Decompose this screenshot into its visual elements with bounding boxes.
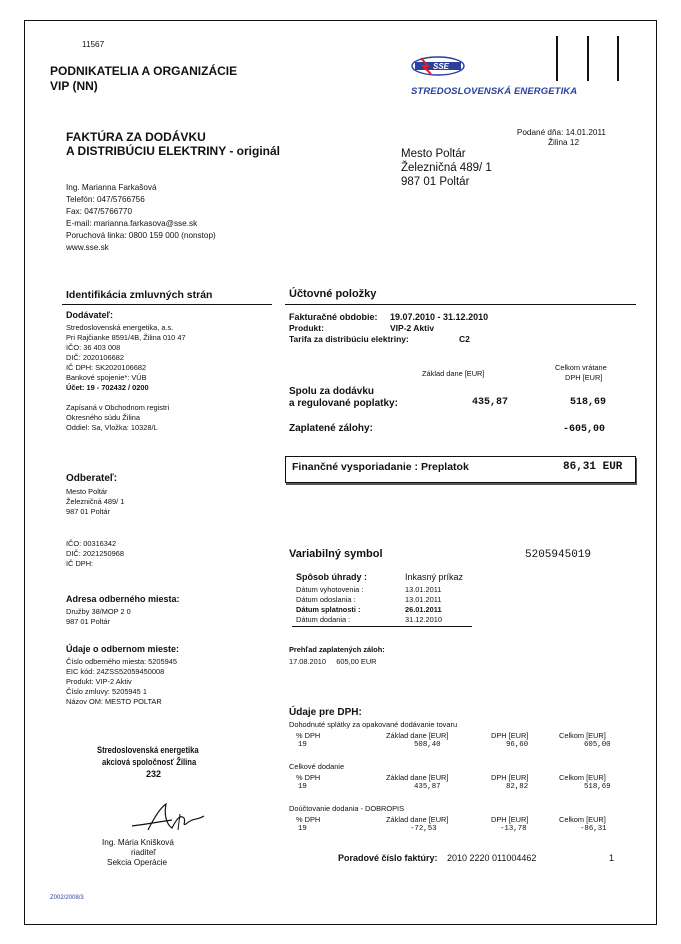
document-code: 11567 bbox=[82, 40, 105, 49]
due-date-label: Dátum splatnosti : bbox=[296, 605, 361, 614]
vat-header-base: Základ dane [EUR] bbox=[386, 773, 449, 782]
vat-base: -72,53 bbox=[410, 825, 437, 833]
supplier-ico: IČO: 36 403 008 bbox=[66, 343, 121, 352]
vat-rate: 19 bbox=[298, 783, 307, 791]
vat-amount: 82,82 bbox=[506, 783, 529, 791]
vat-base: 435,87 bbox=[414, 783, 441, 791]
stamp-line3: 232 bbox=[146, 769, 162, 779]
issue-date-value: 13.01.2011 bbox=[405, 585, 442, 594]
paid-advances-label: Zaplatené zálohy: bbox=[289, 423, 373, 434]
payment-method-label: Spôsob úhrady : bbox=[296, 572, 368, 582]
recipient-street: Železničná 489/ 1 bbox=[401, 162, 492, 174]
customer-name: Mesto Poltár bbox=[66, 487, 108, 496]
customer-segment-line2: VIP (NN) bbox=[50, 79, 98, 93]
tariff-label: Tarifa za distribúciu elektriny: bbox=[289, 334, 409, 344]
customer-icdph: IČ DPH: bbox=[66, 559, 94, 568]
stamp-line1: Stredoslovenská energetika bbox=[97, 745, 199, 755]
delivery-point-number: Číslo odberného miesta: 5205945 bbox=[66, 657, 177, 666]
barcode-mark bbox=[587, 36, 589, 81]
sum-total-value: 518,69 bbox=[570, 397, 607, 408]
invoice-number-label: Poradové číslo faktúry: bbox=[338, 853, 438, 863]
customer-label: Odberateľ: bbox=[66, 473, 118, 484]
supplier-icdph: IČ DPH: SK2020106682 bbox=[66, 363, 147, 372]
barcode-mark bbox=[617, 36, 619, 81]
invoice-title-line2: A DISTRIBÚCIU ELEKTRINY - originál bbox=[66, 144, 281, 158]
page-number: 1 bbox=[609, 853, 615, 863]
company-name: STREDOSLOVENSKÁ ENERGETIKA bbox=[411, 86, 578, 97]
vat-header-base: Základ dane [EUR] bbox=[386, 815, 449, 824]
vat-header-base: Základ dane [EUR] bbox=[386, 731, 449, 740]
stamp-line2: akciová spoločnosť Žilina bbox=[102, 757, 197, 767]
product-value: VIP-2 Aktiv bbox=[390, 323, 435, 333]
vat-header-rate: % DPH bbox=[296, 815, 321, 824]
customer-dic: DIČ: 2021250968 bbox=[66, 549, 124, 558]
payment-method-value: Inkasný príkaz bbox=[405, 572, 464, 582]
tariff-value: C2 bbox=[459, 334, 470, 344]
eic-code: EIC kód: 24ZSS52059450008 bbox=[66, 667, 165, 676]
sse-logo-icon bbox=[411, 56, 465, 76]
signer-role: riaditeľ bbox=[131, 848, 156, 857]
posting-date: Podané dňa: 14.01.2011 bbox=[516, 128, 606, 137]
contact-fax: Fax: 047/5766770 bbox=[66, 207, 133, 216]
settlement-label: Finančné vysporiadanie : Preplatok bbox=[292, 461, 469, 473]
vat-subsection-agreed: Dohodnuté splátky za opakované dodávanie tovaru bbox=[289, 720, 458, 729]
delivery-date-value: 31.12.2010 bbox=[405, 615, 442, 624]
vat-rate: 19 bbox=[298, 825, 307, 833]
sent-date-value: 13.01.2011 bbox=[405, 595, 442, 604]
vat-amount: 96,60 bbox=[506, 741, 529, 749]
svg-text:SSE: SSE bbox=[433, 62, 450, 71]
barcode-mark bbox=[556, 36, 558, 81]
contact-person: Ing. Marianna Farkašová bbox=[66, 183, 157, 192]
settlement-value: 86,31 EUR bbox=[563, 461, 623, 473]
vat-total: 518,69 bbox=[584, 783, 611, 791]
parties-section-title: Identifikácia zmluvných strán bbox=[66, 289, 213, 301]
invoice-title-line1: FAKTÚRA ZA DODÁVKU bbox=[66, 130, 206, 144]
delivery-city: 987 01 Poltár bbox=[66, 617, 110, 626]
delivery-date-label: Dátum dodania : bbox=[296, 615, 351, 624]
divider bbox=[285, 304, 636, 305]
contract-number: Číslo zmluvy: 5205945 1 bbox=[66, 687, 147, 696]
vat-header-rate: % DPH bbox=[296, 731, 321, 740]
billing-period-label: Fakturačné obdobie: bbox=[289, 312, 378, 322]
column-total-header-line2: DPH [EUR] bbox=[565, 373, 603, 382]
om-name: Názov OM: MESTO POLTAR bbox=[66, 697, 162, 706]
vat-title: Údaje pre DPH: bbox=[289, 707, 362, 718]
vat-header-rate: % DPH bbox=[296, 773, 321, 782]
sent-date-label: Dátum odoslania : bbox=[296, 595, 356, 604]
vat-base: 508,40 bbox=[414, 741, 441, 749]
contact-email: E-mail: marianna.farkasova@sse.sk bbox=[66, 219, 198, 228]
vat-header-total: Celkom [EUR] bbox=[559, 731, 606, 740]
vat-total: 605,00 bbox=[584, 741, 611, 749]
point-product: Produkt: VIP-2 Aktiv bbox=[66, 677, 132, 686]
variable-symbol-label: Variabilný symbol bbox=[289, 548, 383, 560]
customer-ico: IČO: 00316342 bbox=[66, 539, 117, 548]
signer-department: Sekcia Operácie bbox=[107, 858, 168, 867]
registry-line3: Oddiel: Sa, Vložka: 10328/L bbox=[66, 423, 158, 432]
customer-segment-line1: PODNIKATELIA A ORGANIZÁCIE bbox=[50, 64, 238, 78]
vat-header-vat: DPH [EUR] bbox=[491, 731, 529, 740]
issue-date-label: Dátum vyhotovenia : bbox=[296, 585, 364, 594]
vat-header-total: Celkom [EUR] bbox=[559, 773, 606, 782]
delivery-address-label: Adresa odberného miesta: bbox=[66, 594, 180, 604]
vat-total: -86,31 bbox=[580, 825, 607, 833]
divider bbox=[62, 304, 272, 305]
column-total-header-line1: Celkom vrátane bbox=[555, 363, 607, 372]
contact-hotline: Poruchová linka: 0800 159 000 (nonstop) bbox=[66, 231, 216, 240]
billing-period-value: 19.07.2010 - 31.12.2010 bbox=[390, 312, 489, 322]
vat-header-vat: DPH [EUR] bbox=[491, 773, 529, 782]
delivery-street: Družby 38/MOP 2 0 bbox=[66, 607, 131, 616]
invoice-number-value: 2010 2220 011004462 bbox=[447, 853, 537, 863]
contact-web: www.sse.sk bbox=[66, 243, 109, 252]
advances-row: 17.08.2010 605,00 EUR bbox=[289, 657, 377, 666]
variable-symbol-value: 5205945019 bbox=[525, 549, 592, 561]
recipient-city: 987 01 Poltár bbox=[401, 176, 470, 188]
divider bbox=[292, 626, 472, 627]
advances-title: Prehľad zaplatených záloh: bbox=[289, 645, 385, 654]
supplier-account: Účet: 19 - 702432 / 0200 bbox=[66, 383, 149, 392]
supplier-bank: Bankové spojenie*: VÚB bbox=[66, 373, 147, 382]
vat-subsection-total: Celkové dodanie bbox=[289, 762, 345, 771]
product-label: Produkt: bbox=[289, 323, 324, 333]
sum-label-line2: a regulované poplatky: bbox=[289, 398, 398, 409]
supplier-name: Stredoslovenská energetika, a.s. bbox=[66, 323, 174, 332]
registry-line1: Zapísaná v Obchodnom registri bbox=[66, 403, 170, 412]
form-code: Z002/2008/3 bbox=[50, 895, 84, 901]
vat-subsection-credit: Doúčtovanie dodania - DOBROPIS bbox=[289, 804, 405, 813]
supplier-dic: DIČ: 2020106682 bbox=[66, 353, 124, 362]
vat-header-total: Celkom [EUR] bbox=[559, 815, 606, 824]
customer-city: 987 01 Poltár bbox=[66, 507, 110, 516]
posting-office: Žilina 12 bbox=[548, 138, 579, 147]
signature-icon bbox=[128, 800, 218, 835]
contact-phone: Telefón: 047/5766756 bbox=[66, 195, 145, 204]
vat-header-vat: DPH [EUR] bbox=[491, 815, 529, 824]
items-section-title: Účtovné položky bbox=[289, 288, 377, 300]
supplier-address: Pri Rajčianke 8591/4B, Žilina 010 47 bbox=[66, 333, 186, 342]
vat-rate: 19 bbox=[298, 741, 307, 749]
signer-name: Ing. Mária Knišková bbox=[102, 838, 174, 847]
sum-base-value: 435,87 bbox=[472, 397, 509, 408]
supplier-label: Dodávateľ: bbox=[66, 310, 113, 320]
customer-street: Železničná 489/ 1 bbox=[66, 497, 125, 506]
sum-label-line1: Spolu za dodávku bbox=[289, 386, 375, 397]
registry-line2: Okresného súdu Žilina bbox=[66, 413, 140, 422]
delivery-point-label: Údaje o odbernom mieste: bbox=[66, 644, 180, 654]
due-date-value: 26.01.2011 bbox=[405, 605, 442, 614]
vat-amount: -13,78 bbox=[500, 825, 527, 833]
column-base-header: Základ dane [EUR] bbox=[422, 369, 485, 378]
paid-advances-value: -605,00 bbox=[563, 424, 606, 435]
recipient-name: Mesto Poltár bbox=[401, 148, 466, 160]
